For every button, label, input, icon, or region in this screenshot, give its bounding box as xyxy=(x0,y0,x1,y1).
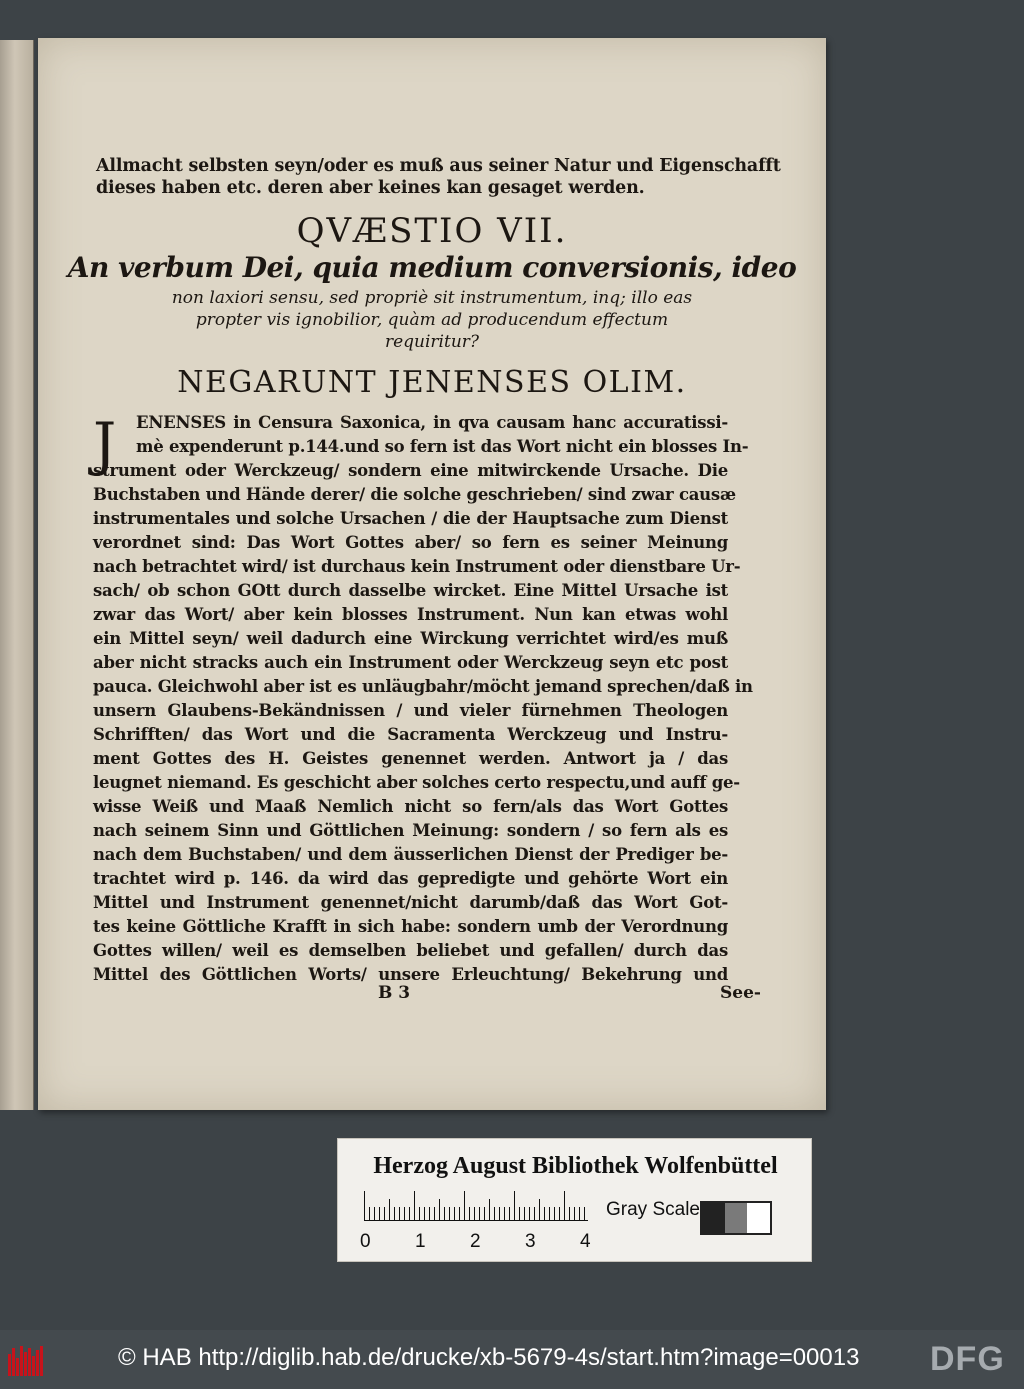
ruler-number-4: 4 xyxy=(580,1231,591,1252)
ruler-number-0: 0 xyxy=(360,1231,371,1252)
ruler-tick xyxy=(364,1191,365,1221)
ruler-tick xyxy=(479,1207,480,1221)
ruler-tick xyxy=(404,1207,405,1221)
body-line: nach seinem Sinn und Göttlichen Meinung: sondern / so fern als es xyxy=(93,821,728,840)
ruler-tick xyxy=(574,1207,575,1221)
ruler-tick xyxy=(424,1207,425,1221)
ruler-tick xyxy=(584,1207,585,1221)
ruler-tick xyxy=(374,1207,375,1221)
body-line: Mittel und Instrument genennet/nicht darumb/daß das Wort Got- xyxy=(93,893,728,912)
signature-mark: B 3 xyxy=(378,983,411,1003)
gray-swatch xyxy=(725,1203,748,1233)
body-line: unsern Glaubens-Bekändnissen / und vieler fürnehmen Theologen xyxy=(93,701,728,720)
book-page xyxy=(38,38,826,1110)
top-line-2: dieses haben etc. deren aber keines kan gesaget werden. xyxy=(96,178,645,198)
body-line: tes keine Göttliche Krafft in sich habe: sondern umb der Verordnung xyxy=(93,917,728,936)
ruler-tick xyxy=(414,1191,415,1221)
ruler-tick xyxy=(409,1207,410,1221)
ruler-tick xyxy=(539,1199,540,1221)
body-line: mè expenderunt p.144.und so fern ist das Wort nicht ein blosses In- xyxy=(136,437,749,456)
ruler-tick xyxy=(419,1207,420,1221)
ruler-tick xyxy=(534,1207,535,1221)
catchword: See- xyxy=(720,983,761,1003)
scale-ruler xyxy=(364,1191,588,1221)
ruler-tick xyxy=(499,1207,500,1221)
ruler-tick xyxy=(429,1207,430,1221)
ruler-tick xyxy=(369,1207,370,1221)
body-line: zwar das Wort/ aber kein blosses Instrument. Nun kan etwas wohl xyxy=(93,605,728,624)
question-title: QVÆSTIO VII. xyxy=(296,211,568,251)
ruler-tick xyxy=(449,1207,450,1221)
ruler-tick xyxy=(379,1207,380,1221)
previous-page-edge xyxy=(0,40,34,1110)
viewer-footer xyxy=(0,1330,1024,1389)
gray-scale-swatches xyxy=(700,1201,772,1235)
ruler-number-1: 1 xyxy=(415,1231,426,1252)
ruler-tick xyxy=(394,1207,395,1221)
body-line: Mittel des Göttlichen Worts/ unsere Erleuchtung/ Bekehrung und xyxy=(93,965,728,984)
negarunt-heading: NEGARUNT JENENSES OLIM. xyxy=(177,365,687,400)
color-calibration-card xyxy=(337,1138,812,1262)
body-line: trachtet wird p. 146. da wird das gepredigte und gehörte Wort ein xyxy=(93,869,728,888)
ruler-tick xyxy=(474,1207,475,1221)
question-subtitle: An verbum Dei, quia medium conversionis, ideo xyxy=(67,251,797,284)
ruler-tick xyxy=(519,1207,520,1221)
body-line: nach dem Buchstaben/ und dem äusserlichen Dienst der Prediger be- xyxy=(93,845,728,864)
body-line: pauca. Gleichwohl aber ist es unläugbahr/möcht jemand sprechen/daß in xyxy=(93,677,753,696)
ruler-tick xyxy=(459,1207,460,1221)
ruler-tick xyxy=(514,1191,515,1221)
ruler-tick xyxy=(524,1207,525,1221)
ruler-tick xyxy=(434,1207,435,1221)
body-line: leugnet niemand. Es geschicht aber solches certo respectu,und auff ge- xyxy=(93,773,740,792)
body-line: nach betrachtet wird/ ist durchaus kein Instrument oder dienstbare Ur- xyxy=(93,557,741,576)
question-italic-2: propter vis ignobilior, quàm ad producendum effectum xyxy=(195,310,669,330)
body-line: wisse Weiß und Maaß Nemlich nicht so fern/als das Wort Gottes xyxy=(93,797,728,816)
ruler-tick xyxy=(494,1207,495,1221)
gray-swatch xyxy=(747,1203,770,1233)
ruler-tick xyxy=(454,1207,455,1221)
gray-scale-label: Gray Scale xyxy=(606,1199,700,1220)
ruler-number-3: 3 xyxy=(525,1231,536,1252)
body-line: Gottes willen/ weil es demselben beliebet und gefallen/ durch das xyxy=(93,941,728,960)
body-line: verordnet sind: Das Wort Gottes aber/ so fern es seiner Meinung xyxy=(93,533,728,552)
ruler-tick xyxy=(569,1207,570,1221)
ruler-tick xyxy=(399,1207,400,1221)
top-line-1: Allmacht selbsten seyn/oder es muß aus seiner Natur und Eigenschafft xyxy=(96,156,781,176)
body-line: sach/ ob schon GOtt durch dasselbe wircket. Eine Mittel Ursache ist xyxy=(93,581,728,600)
ruler-tick xyxy=(559,1207,560,1221)
body-line: aber nicht stracks auch ein Instrument oder Werckzeug seyn etc post xyxy=(93,653,728,672)
body-line: ENENSES in Censura Saxonica, in qva causam hanc accuratissi- xyxy=(136,413,728,432)
ruler-tick xyxy=(554,1207,555,1221)
ruler-tick xyxy=(489,1199,490,1221)
copyright-link[interactable]: © HAB http://diglib.hab.de/drucke/xb-5679-4s/start.htm?image=00013 xyxy=(118,1344,860,1371)
body-line: Schrifften/ das Wort und die Sacramenta Werckzeug und Instru- xyxy=(93,725,728,744)
question-italic-1: non laxiori sensu, sed propriè sit instrumentum, inq; illo eas xyxy=(171,288,693,308)
question-italic-3: requiritur? xyxy=(384,332,480,352)
body-line: ein Mittel seyn/ weil dadurch eine Wirckung verrichtet wird/es muß xyxy=(93,629,728,648)
ruler-tick xyxy=(579,1207,580,1221)
dfg-logo[interactable]: DFG xyxy=(930,1340,1005,1378)
ruler-tick xyxy=(529,1207,530,1221)
drop-cap: J xyxy=(93,410,117,478)
ruler-tick xyxy=(549,1207,550,1221)
body-line: Buchstaben und Hände derer/ die solche geschrieben/ sind zwar causæ xyxy=(93,485,736,504)
ruler-tick xyxy=(384,1207,385,1221)
ruler-tick xyxy=(509,1207,510,1221)
ruler-tick xyxy=(564,1191,565,1221)
gray-swatch xyxy=(702,1203,725,1233)
body-line: ment Gottes des H. Geistes genennet werden. Antwort ja / das xyxy=(93,749,728,768)
ruler-tick xyxy=(444,1207,445,1221)
ruler-number-2: 2 xyxy=(470,1231,481,1252)
library-name: Herzog August Bibliothek Wolfenbüttel xyxy=(373,1153,778,1179)
body-line: strument oder Werckzeug/ sondern eine mitwirckende Ursache. Die xyxy=(93,461,728,480)
ruler-tick xyxy=(544,1207,545,1221)
ruler-tick xyxy=(464,1191,465,1221)
ruler-tick xyxy=(484,1207,485,1221)
ruler-tick xyxy=(439,1199,440,1221)
ruler-tick xyxy=(504,1207,505,1221)
ruler-tick xyxy=(389,1199,390,1221)
body-line: instrumentales und solche Ursachen / die der Hauptsache zum Dienst xyxy=(93,509,728,528)
ruler-tick xyxy=(469,1207,470,1221)
hab-logo-icon[interactable] xyxy=(8,1346,46,1376)
